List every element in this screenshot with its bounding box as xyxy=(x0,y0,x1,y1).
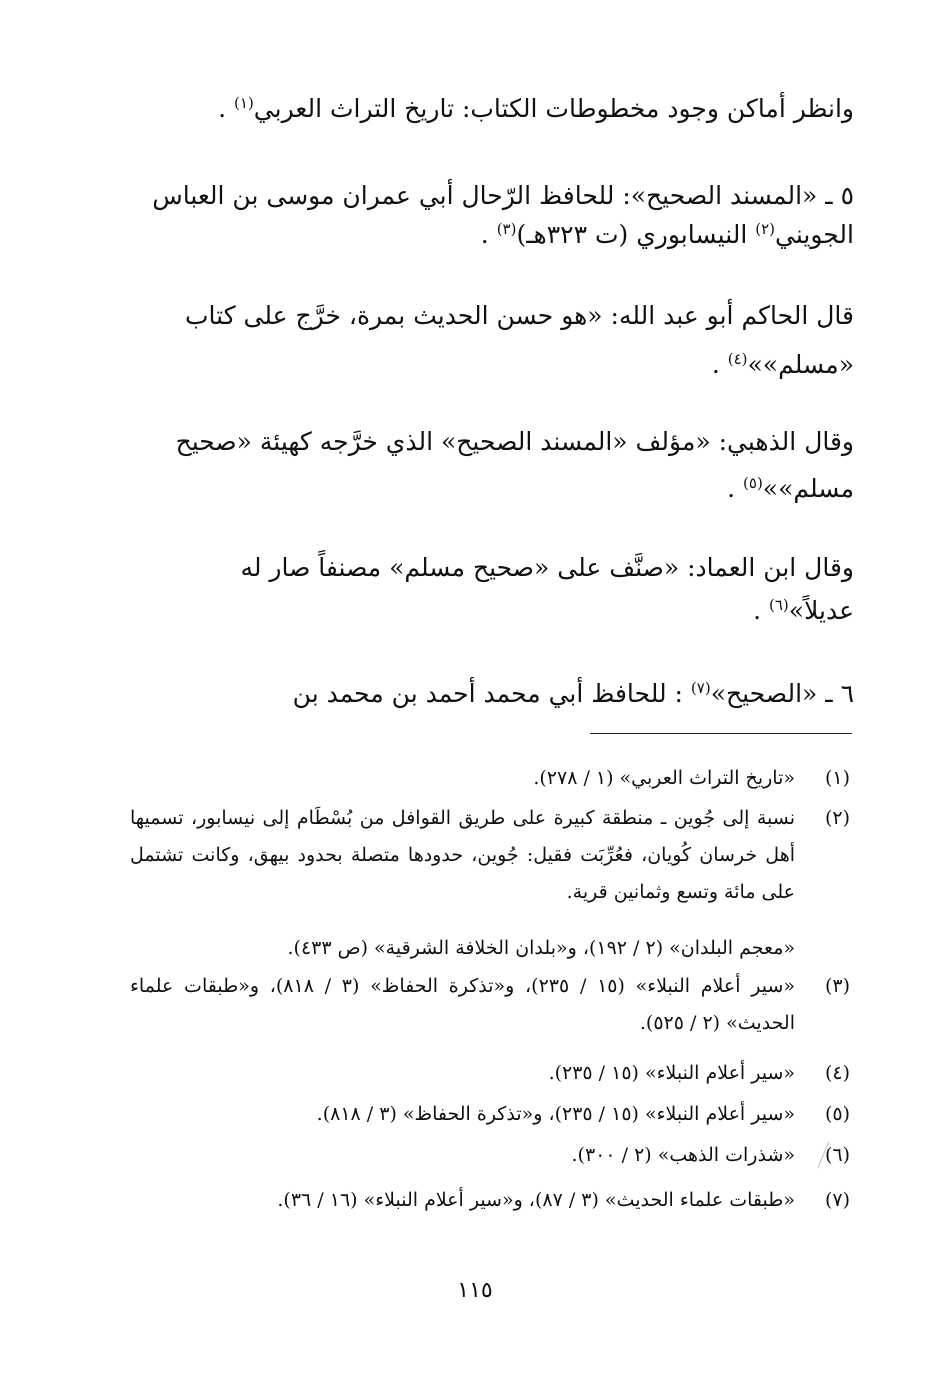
paragraph-text: الجويني xyxy=(775,220,854,249)
footnote-number: (٧) xyxy=(824,1189,850,1211)
paragraph-text: «مسلم»» xyxy=(747,350,854,379)
page-number: ١١٥ xyxy=(457,1278,493,1303)
paragraph-text: ٦ ـ «الصحيح» xyxy=(710,679,854,708)
footnote-ref-7[interactable]: (٧) xyxy=(690,679,711,697)
footnote-6 xyxy=(572,1137,850,1174)
footnote-5 xyxy=(317,1096,850,1133)
paragraph-text: عديلاً» xyxy=(788,596,854,625)
footnote-2-source: «معجم البلدان» (٢ / ١٩٢)، و«بلدان الخلافة الشرقية» (ص ٤٣٣). xyxy=(287,937,795,959)
footnote-text: نسبة إلى جُوين ـ منطقة كبيرة على طريق القوافل من بُسْطَام إلى نيسابور، تسميها أهل خرسان كُويان، فعُرِّبَت فقيل: جُوين، حدودها متصلة بحدود بيهق، وكانت تشتمل على مائة وتسع وثمانين قرية. xyxy=(130,807,795,903)
footnote-7 xyxy=(277,1182,850,1219)
period: . xyxy=(753,596,769,625)
footnote-number: (٦) xyxy=(824,1144,850,1166)
footnote-text: «طبقات علماء الحديث» (٣ / ٨٧)، و«سير أعلام النبلاء» (١٦ / ٣٦). xyxy=(277,1189,795,1211)
paragraph-text: النيسابوري (ت ٣٢٣هـ) xyxy=(516,220,756,249)
footnote-ref-4[interactable]: (٤) xyxy=(727,350,748,368)
period: . xyxy=(480,220,497,249)
period: . xyxy=(727,474,744,503)
paragraph-text: : للحافظ أبي محمد أحمد بن محمد بن xyxy=(292,679,691,708)
paragraph-6 xyxy=(134,666,854,722)
paragraph-3-line-2 xyxy=(712,352,854,377)
footnote-1 xyxy=(533,760,850,797)
paragraph-text: وانظر أماكن وجود مخطوطات الكتاب: تاريخ التراث العربي xyxy=(253,94,854,123)
footnote-text: «سير أعلام النبلاء» (١٥ / ٢٣٥)، و«تذكرة الحفاظ» (٣ / ٨١٨). xyxy=(316,1103,795,1125)
paragraph-5 xyxy=(134,540,854,596)
footnote-2 xyxy=(130,800,850,911)
period: . xyxy=(711,350,728,379)
period: . xyxy=(218,94,235,123)
footnote-3 xyxy=(130,968,850,1042)
footnote-ref-5[interactable]: (٥) xyxy=(743,474,763,492)
scan-mark xyxy=(815,1140,833,1170)
footnote-text: «شذرات الذهب» (٢ / ٣٠٠). xyxy=(571,1144,795,1166)
footnote-number: (١) xyxy=(824,767,850,789)
paragraph-line: ٥ ـ «المسند الصحيح»: للحافظ الرّحال أبي عمران موسى بن العباس xyxy=(152,181,854,210)
footnote-number: (٢) xyxy=(824,807,850,829)
footnote-ref-3[interactable]: (٣) xyxy=(496,220,517,238)
paragraph-5-line-2 xyxy=(753,598,854,623)
paragraph-4-line-2 xyxy=(727,476,854,501)
footnote-ref-1[interactable]: (١) xyxy=(234,94,254,112)
footnote-separator xyxy=(590,733,852,734)
footnote-number: (٤) xyxy=(824,1062,850,1084)
paragraph-2-line-2 xyxy=(481,222,854,247)
footnote-4 xyxy=(549,1055,850,1092)
paragraph-3 xyxy=(134,288,854,344)
paragraph-line: قال الحاكم أبو عبد الله: «هو حسن الحديث بمرة، خرَّج على كتاب xyxy=(185,301,854,330)
footnote-number: (٥) xyxy=(824,1103,850,1125)
paragraph-text: مسلم»» xyxy=(762,474,854,503)
footnote-ref-6[interactable]: (٦) xyxy=(769,596,789,614)
footnote-text: «تاريخ التراث العربي» (١ / ٢٧٨). xyxy=(533,767,795,789)
paragraph-line: وقال ابن العماد: «صنَّف على «صحيح مسلم» مصنفاً صار له xyxy=(240,553,854,582)
footnote-text: «سير أعلام النبلاء» (١٥ / ٢٣٥). xyxy=(548,1062,795,1084)
paragraph-1 xyxy=(218,96,854,121)
paragraph-line: وقال الذهبي: «مؤلف «المسند الصحيح» الذي خرَّجه كهيئة «صحيح xyxy=(175,427,854,456)
paragraph-4 xyxy=(134,414,854,470)
paragraph-2 xyxy=(134,168,854,224)
footnote-number: (٣) xyxy=(824,975,850,997)
footnote-ref-2[interactable]: (٢) xyxy=(755,220,776,238)
footnote-text: «سير أعلام النبلاء» (١٥ / ٢٣٥)، و«تذكرة الحفاظ» (٣ / ٨١٨)، و«طبقات علماء الحديث» (٢ / ٥٢٥). xyxy=(130,975,795,1034)
